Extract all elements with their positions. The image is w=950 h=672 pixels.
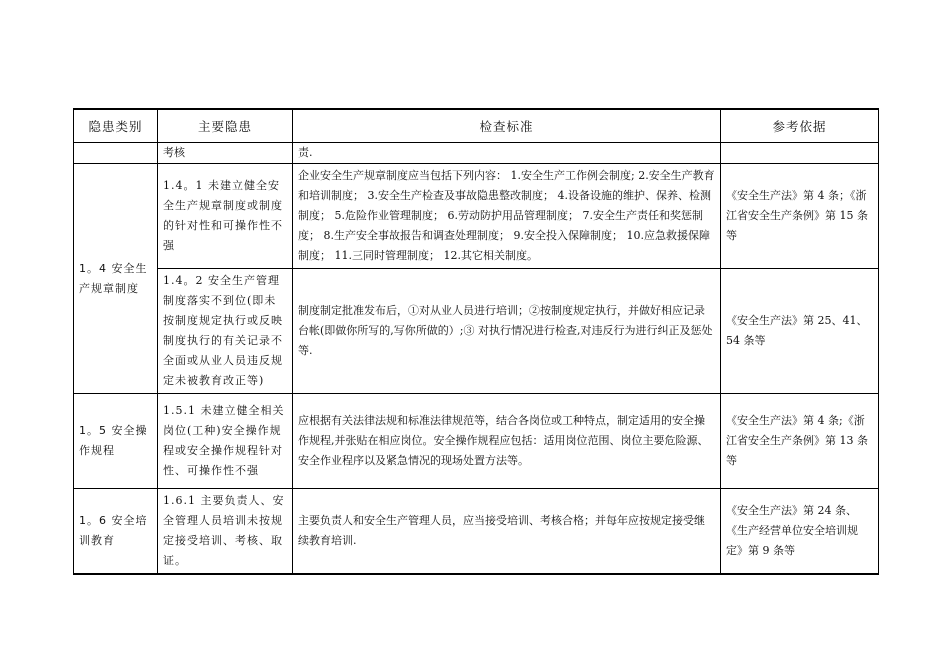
- category-cell: 1。4 安全生产规章制度: [74, 164, 158, 394]
- hazard-cell: 1.5.1 未建立健全相关岗位(工种)安全操作规程或安全操作规程针对性、可操作性不强: [158, 394, 293, 489]
- continuation-row: [74, 143, 879, 164]
- category-cell: 1。6 安全培训教育: [74, 489, 158, 575]
- table-row: [74, 489, 879, 575]
- standard-cell: 制度制定批准发布后，①对从业人员进行培训；②按制度规定执行，并做好相应记录台帐(即做你所写的,写你所做的）;③ 对执行情况进行检查,对违反行为进行纠正及惩处等.: [293, 269, 721, 394]
- continuation-category: [74, 143, 158, 164]
- category-cell: 1。5 安全操作规程: [74, 394, 158, 489]
- header-row: [74, 109, 879, 143]
- header-hazard: 主要隐患: [158, 109, 293, 143]
- continuation-hazard: 考核: [158, 143, 293, 164]
- basis-cell: 《安全生产法》第 25、41、54 条等: [721, 269, 879, 394]
- standard-cell: 应根据有关法律法规和标准法律规范等，结合各岗位或工种特点，制定适用的安全操作规程,并张贴在相应岗位。安全操作规程应包括：适用岗位范围、岗位主要危险源、安全作业程序以及紧急情况的现场处置方法等。: [293, 394, 721, 489]
- standard-cell: 企业安全生产规章制度应当包括下列内容： 1.安全生产工作例会制度; 2.安全生产教育和培训制度； 3.安全生产检查及事故隐患整改制度； 4.设备设施的维护、保养、检测制度； 5.危险作业管理制度； 6.劳动防护用品管理制度； 7.安全生产责任和奖惩制度； 8.生产安全事故报告和调查处理制度； 9.安全投入保障制度； 10.应急救援保障制度； 11.三同时管理制度； 12.其它相关制度。: [293, 164, 721, 269]
- header-standard: 检查标准: [293, 109, 721, 143]
- basis-cell: 《安全生产法》第 24 条、《生产经营单位安全培训规定》第 9 条等: [721, 489, 879, 575]
- standard-cell: 主要负责人和安全生产管理人员，应当接受培训、考核合格；并每年应按规定接受继续教育培训.: [293, 489, 721, 575]
- hazard-cell: 1.4。1 未建立健全安全生产规章制度或制度的针对性和可操作性不强: [158, 164, 293, 269]
- header-basis: 参考依据: [721, 109, 879, 143]
- continuation-standard: 责.: [293, 143, 721, 164]
- hazard-cell: 1.4。2 安全生产管理制度落实不到位(即未按制度规定执行或反映制度执行的有关记录不全面或从业人员违反规定未被教育改正等): [158, 269, 293, 394]
- table-row: [74, 269, 879, 394]
- header-category: 隐患类别: [74, 109, 158, 143]
- table-row: [74, 164, 879, 269]
- table-row: [74, 394, 879, 489]
- hazard-table: [73, 108, 879, 575]
- continuation-basis: [721, 143, 879, 164]
- basis-cell: 《安全生产法》第 4 条;《浙江省安全生产条例》第 13 条等: [721, 394, 879, 489]
- basis-cell: 《安全生产法》第 4 条；《浙江省安全生产条例》第 15 条等: [721, 164, 879, 269]
- hazard-cell: 1.6.1 主要负责人、安全管理人员培训未按规定接受培训、考核、取证。: [158, 489, 293, 575]
